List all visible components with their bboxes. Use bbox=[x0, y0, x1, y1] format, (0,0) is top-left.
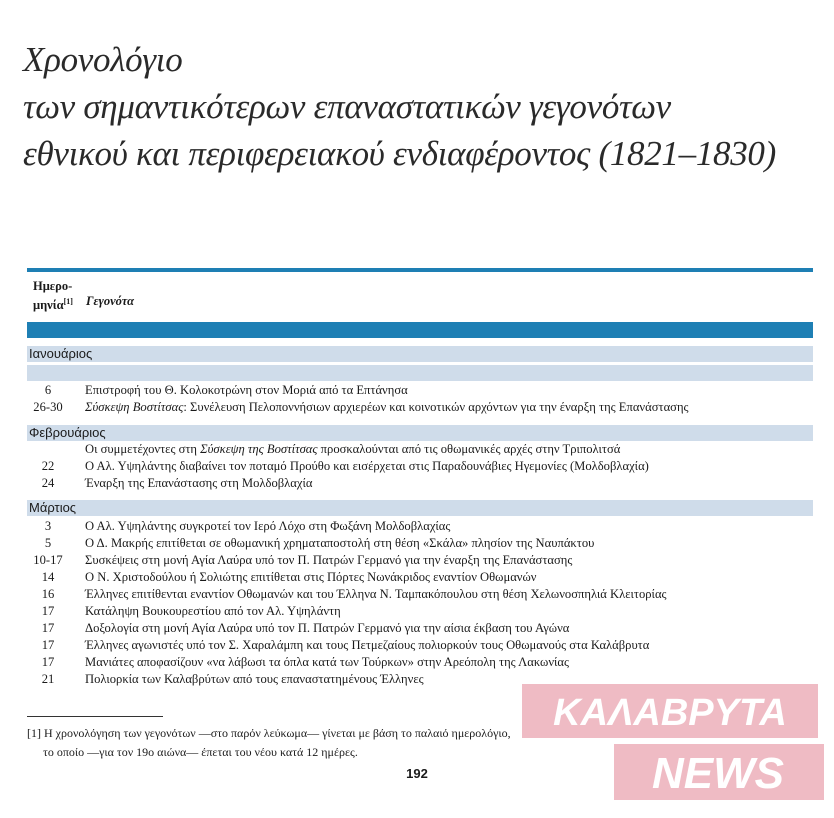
date-header-line2: μηνία bbox=[33, 298, 64, 313]
table-row bbox=[27, 569, 813, 586]
table-row bbox=[27, 475, 813, 492]
month-label-march: Μάρτιος bbox=[29, 500, 77, 515]
document-title bbox=[23, 36, 776, 177]
footnote-rule bbox=[27, 716, 163, 717]
title-line-2: των σημαντικότερων επαναστατικών γεγονότων bbox=[23, 87, 671, 126]
row-text: προσκαλούνται από τις οθωμανικές αρχές στην Τριπολιτσά bbox=[317, 442, 621, 456]
row-text: Έλληνες επιτίθενται εναντίον Οθωμανών και του Έλληνα Ν. Ταμπακόπουλου στη θέση Χελωνοσπηλιά Κλειτορίας bbox=[85, 587, 667, 601]
row-text: Δοξολογία στη μονή Αγία Λαύρα υπό τον Π. Πατρών Γερμανό για την αίσια έκβαση του Αγώνα bbox=[85, 621, 570, 635]
row-date: 22 bbox=[41, 459, 55, 473]
row-text: : Συνέλευση Πελοποννήσιων αρχιερέων και κοινοτικών αρχόντων για την έναρξη της Επανάστασης bbox=[183, 400, 689, 414]
watermark-line1: ΚΑΛΑΒΡΥΤΑ bbox=[553, 692, 787, 734]
table-row bbox=[27, 603, 813, 620]
table-row bbox=[27, 441, 813, 458]
page-number: 192 bbox=[406, 766, 428, 781]
row-text: Έναρξη της Επανάστασης στη Μολδοβλαχία bbox=[85, 476, 313, 490]
spacer-bar bbox=[27, 365, 813, 381]
row-date: 21 bbox=[41, 672, 55, 686]
row-text: Ο Αλ. Υψηλάντης διαβαίνει τον ποταμό Προύθο και εισέρχεται στις Παραδουνάβιες Ηγεμονίες (Μολδοβλαχία) bbox=[85, 459, 649, 473]
footnote-line2: το οποίο —για τον 19ο αιώνα— έπεται του νέου κατά 12 ημέρες. bbox=[43, 745, 358, 759]
kalavryta-news-watermark bbox=[518, 678, 830, 806]
row-text: Συσκέψεις στη μονή Αγία Λαύρα υπό τον Π. Πατρών Γερμανό για την έναρξη της Επανάστασης bbox=[85, 553, 573, 567]
table-row bbox=[27, 637, 813, 654]
row-date: 17 bbox=[41, 604, 55, 618]
date-column-header bbox=[33, 278, 73, 313]
row-text: Ο Αλ. Υψηλάντης συγκροτεί τον Ιερό Λόχο στη Φωξάνη Μολδοβλαχίας bbox=[85, 519, 451, 533]
footnote-line1: [1] Η χρονολόγηση των γεγονότων —στο παρόν λεύκωμα— γίνεται με βάση το παλαιό ημερολόγιο, bbox=[27, 726, 511, 740]
month-bar-march bbox=[27, 500, 813, 516]
row-text-pre: Οι συμμετέχοντες στη bbox=[85, 442, 201, 456]
events-column-header: Γεγονότα bbox=[86, 294, 135, 308]
table-row bbox=[27, 552, 813, 569]
row-text: Μανιάτες αποφασίζουν «να λάβωσι τα όπλα κατά των Τούρκων» στην Αρεόπολη της Λακωνίας bbox=[85, 655, 570, 669]
row-date: 5 bbox=[44, 536, 52, 550]
row-date: 6 bbox=[44, 383, 52, 397]
row-date: 3 bbox=[44, 519, 52, 533]
month-label-february: Φεβρουάριος bbox=[29, 425, 106, 440]
date-header-line1: Ημερο- bbox=[33, 279, 73, 293]
table-row bbox=[27, 382, 813, 399]
row-date: 14 bbox=[41, 570, 55, 584]
footnote-ref: [1] bbox=[63, 297, 73, 306]
month-bar-february bbox=[27, 425, 813, 441]
row-text: Κατάληψη Βουκουρεστίου από τον Αλ. Υψηλάντη bbox=[85, 604, 341, 618]
row-date: 17 bbox=[41, 621, 55, 635]
row-date: 26-30 bbox=[33, 400, 63, 414]
row-text: Ο Δ. Μακρής επιτίθεται σε οθωμανική χρηματαποστολή στη θέση «Σκάλα» πλησίον της Ναυπάκτου bbox=[85, 536, 595, 550]
table-row bbox=[27, 518, 813, 535]
row-emphasis: Σύσκεψη της Βοστίτσας bbox=[200, 442, 318, 456]
title-line-1: Χρονολόγιο bbox=[23, 40, 183, 79]
table-row bbox=[27, 535, 813, 552]
row-date: 17 bbox=[41, 638, 55, 652]
table-row bbox=[27, 586, 813, 603]
table-row bbox=[27, 399, 813, 416]
table-row bbox=[27, 654, 813, 671]
row-date: 16 bbox=[41, 587, 55, 601]
table-row bbox=[27, 620, 813, 637]
row-date: 24 bbox=[41, 476, 55, 490]
table-row bbox=[27, 458, 813, 475]
row-date: 17 bbox=[41, 655, 55, 669]
row-text: Έλληνες αγωνιστές υπό τον Σ. Χαραλάμπη και τους Πετμεζαίους πολιορκούν τους Οθωμανούς στα Καλάβρυτα bbox=[85, 638, 650, 652]
row-emphasis: Σύσκεψη Βοστίτσας bbox=[85, 400, 184, 414]
watermark-line2: NEWS bbox=[652, 749, 784, 798]
row-text: Ο Ν. Χριστοδούλου ή Σολιώτης επιτίθεται στις Πόρτες Νωνάκριδος εναντίον Οθωμανών bbox=[85, 570, 537, 584]
footnote bbox=[27, 724, 511, 762]
table-top-rule bbox=[27, 268, 813, 272]
row-text: Επιστροφή του Θ. Κολοκοτρώνη στον Μοριά από τα Επτάνησα bbox=[85, 383, 408, 397]
month-label-january: Ιανουάριος bbox=[29, 346, 93, 361]
row-date: 10-17 bbox=[33, 553, 63, 567]
month-bar-january bbox=[27, 346, 813, 362]
title-line-3: εθνικού και περιφερειακού ενδιαφέροντος (1821–1830) bbox=[23, 134, 776, 173]
header-band bbox=[27, 322, 813, 338]
row-text: Πολιορκία των Καλαβρύτων από τους επαναστατημένους Έλληνες bbox=[85, 672, 424, 686]
